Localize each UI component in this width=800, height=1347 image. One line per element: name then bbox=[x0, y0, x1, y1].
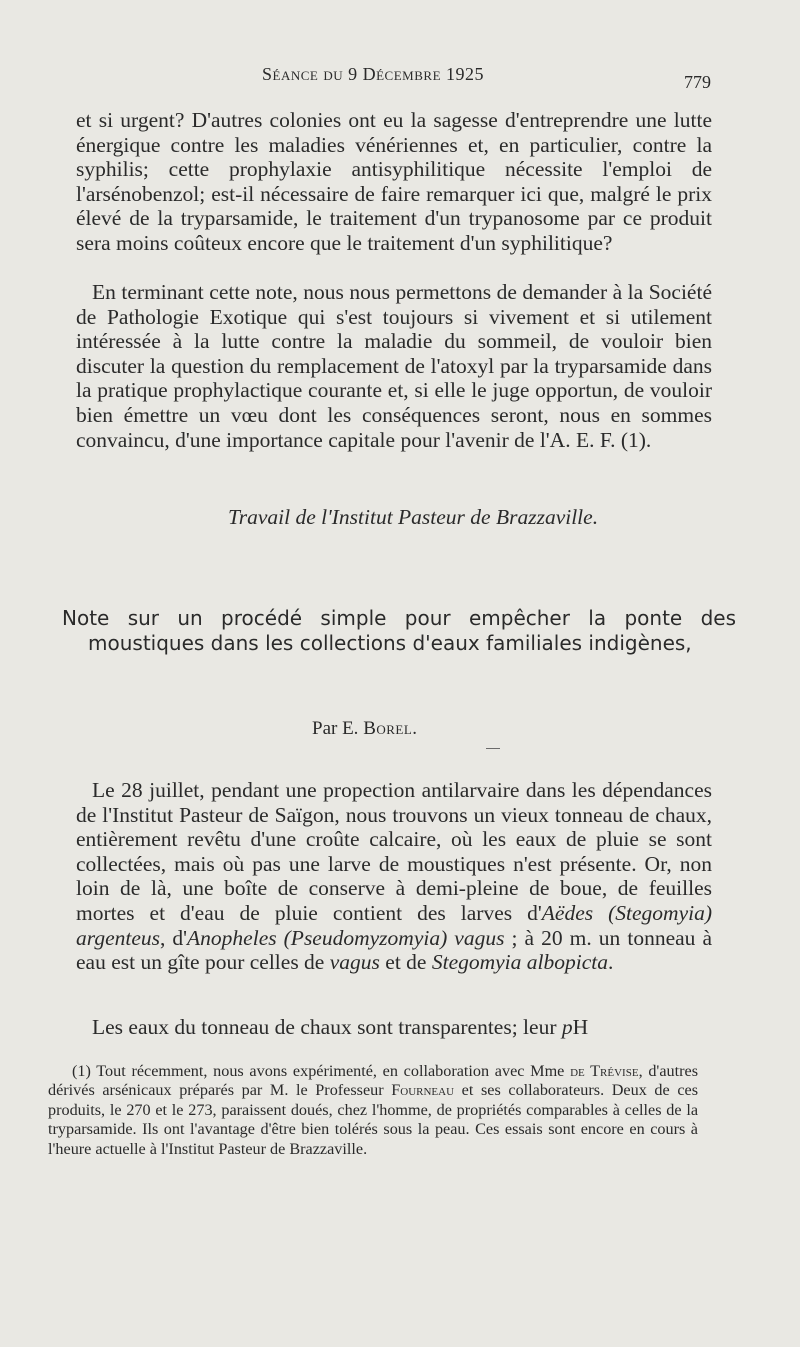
author-name: Borel. bbox=[363, 718, 418, 739]
species-vagus: vagus bbox=[329, 950, 380, 975]
species-aedes: Aëdes (Stegomyia) argenteus bbox=[76, 900, 712, 950]
article-title: Note sur un procédé simple pour empêcher la ponte des moustiques dans les collections d'eaux familiales indigènes, bbox=[62, 606, 736, 655]
species-stegomyia: Stegomyia albopicta bbox=[431, 950, 608, 975]
institution-signature: Travail de l'Institut Pasteur de Brazzaville. bbox=[228, 505, 599, 529]
paragraph-continuation: et si urgent? D'autres colonies ont eu la sagesse d'entreprendre une lutte énergique contre les maladies vénériennes et, en particulier, contre la syphilis; cette prophylaxie antisyphilitique nécessite l'emploi de l'arsénobenzol; est-il nécessaire de faire remarquer ici que, malgré le prix élevé de la tryparsamide, le traitement d'un trypanosome par ce produit sera moins coûteux encore que le traitement d'un syphilitique? bbox=[76, 108, 712, 255]
running-title: Séance du 9 Décembre 1925 bbox=[262, 64, 485, 84]
body-paragraph-ph: Les eaux du tonneau de chaux sont transparentes; leur pH bbox=[92, 1015, 589, 1039]
paragraph-conclusion: En terminant cette note, nous nous permettons de demander à la Société de Pathologie Exotique qui s'est toujours si vivement et si utilement intéressée à la lutte contre la maladie du sommeil, de vouloir bien discuter la question du remplacement de l'atoxyl par la tryparsamide dans la pratique prophylactique courante et, si elle le juge opportun, de vouloir bien émettre un vœu dont les conséquences seront, nous en sommes convaincu, d'une importance capitale pour l'avenir de l'A. E. F. (1). bbox=[76, 280, 712, 452]
article-author bbox=[312, 718, 418, 740]
separator-dash bbox=[486, 748, 500, 749]
body-paragraph-observation: Le 28 juillet, pendant une propection antilarvaire dans les dépendances de l'Institut Pasteur de Saïgon, nous trouvons un vieux tonneau de chaux, entièrement revêtu d'une croûte calcaire, où les eaux de pluie se sont collectées, mais où pas une larve de moustiques n'est présente. Or, non loin de là, une boîte de conserve à demi-pleine de boue, de feuilles mortes et d'eau de pluie contient des larves d'Aëdes (Stegomyia) argenteus, d'Anopheles (Pseudomyzomyia) vagus ; à 20 m. un tonneau à eau est un gîte pour celles de vagus et de Stegomyia albopicta. bbox=[76, 778, 712, 975]
page-number: 779 bbox=[684, 72, 711, 92]
author-prefix: Par E. bbox=[312, 718, 359, 739]
footnote: (1) Tout récemment, nous avons expérimenté, en collaboration avec Mme de Trévise, d'autres dérivés arsénicaux préparés par M. le Professeur Fourneau et ses collaborateurs. Deux de ces produits, le 270 et le 273, paraissent doués, chez l'homme, de propriétés comparables à celles de la tryparsamide. Ils ont l'avantage d'être bien tolérés sous la peau. Ces essais sont encore en cours à l'heure actuelle à l'Institut Pasteur de Brazzaville. bbox=[48, 1062, 698, 1158]
species-anopheles: Anopheles (Pseudomyzomyia) vagus bbox=[187, 925, 505, 950]
page-header bbox=[0, 64, 800, 94]
